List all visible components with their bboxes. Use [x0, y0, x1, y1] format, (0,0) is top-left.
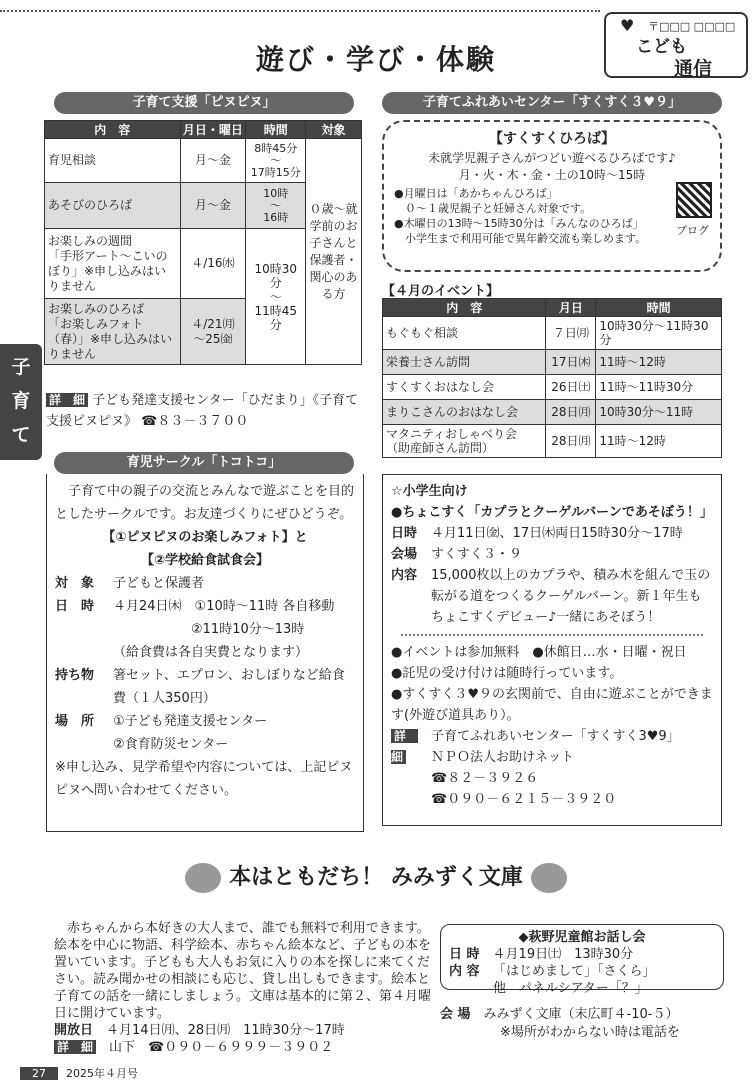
detail-value: 山下 ☎０９０－６９９９－３９０２ — [109, 1040, 334, 1055]
cell-content: マタニティおしゃべり会 （助産師さん訪問） — [383, 425, 546, 458]
cell-content: お楽しみのひろば 「お楽しみフォト（春）」※申し込みはいりません — [45, 299, 181, 365]
pinupinu-heading: 子育て支援「ピヌピヌ」 — [54, 92, 354, 114]
tokotoko-note: ※申し込み、見学希望や内容については、上記ピヌピヌへ問い合わせてください。 — [55, 760, 353, 798]
hiroba-bubble — [382, 120, 722, 272]
hiroba-note: ●月曜日は「あかちゃんひろば」 ０～１歳児親子と妊婦さん対象です。 — [394, 187, 592, 215]
detail-text: 子ども発達支援センター「ひだまり」《子育て支援ピヌピヌ》 — [46, 393, 359, 429]
info-row — [55, 595, 355, 664]
info-key: 日 時 — [449, 947, 480, 962]
blog-label: ブログ — [676, 224, 709, 237]
info-key: 場 所 — [55, 714, 95, 729]
hagi-title: ◆萩野児童館お話し会 — [518, 930, 646, 945]
info-key: 持ち物 — [55, 668, 95, 683]
info-key: 内 容 — [449, 964, 480, 979]
col-header: 対象 — [306, 121, 362, 139]
note-line: ●すくすく３♥９の玄関前で、自由に遊ぶことができます(外遊び道具あり）。 — [391, 687, 713, 723]
cell-target: ０歳～就学前のお子さんと保護者・関心のある方 — [306, 139, 362, 365]
mimizuku-body — [54, 920, 432, 1056]
table-row — [383, 425, 722, 458]
info-value: すくすく３・９ — [431, 547, 523, 562]
cell-time: 10時30分 〜 11時45分 — [246, 229, 306, 365]
detail-badge: 詳 細 — [54, 1040, 96, 1054]
side-tab-char: 育 — [11, 390, 31, 412]
cell-content: すくすくおはなし会 — [383, 375, 546, 400]
cell-content: お楽しみの週間 「手形アート～こいのぼり」※申し込みはいりません — [45, 229, 181, 299]
side-tab-char: て — [11, 424, 31, 446]
detail-line: ☎０９０－６２１５－３９２０ — [431, 792, 617, 807]
detail-phone: ☎８３－３７００ — [141, 414, 249, 429]
info-value: 15,000枚以上のカプラや、積み木を組んで玉の転がる道をつくるクーゲルバーン。新１年生もちょこすくデビュー♪一緒にあそぼう！ — [431, 568, 711, 625]
info-row — [391, 565, 713, 628]
table-row — [383, 400, 722, 425]
event-line: 【②学校給食試食会】 — [140, 553, 269, 568]
col-header: 時間 — [246, 121, 306, 139]
cell-day: 月～金 — [180, 139, 246, 183]
cell-time: 10時 〜 16時 — [246, 183, 306, 229]
sukusuku-heading: 子育てふれあいセンター「すくすく３♥９」 — [382, 92, 722, 114]
cell-content: 育児相談 — [45, 139, 181, 183]
col-header: 月日・曜日 — [180, 121, 246, 139]
issue-label: 2025年４月号 — [66, 1067, 138, 1080]
info-key: 日 時 — [55, 599, 95, 614]
info-row — [55, 572, 355, 595]
events-table — [382, 298, 722, 458]
col-header: 内 容 — [45, 121, 181, 139]
flower-icon — [531, 863, 567, 893]
info-key: 日時 — [391, 526, 418, 541]
tokotoko-heading: 育児サークル「トコトコ」 — [54, 452, 354, 474]
cell-date: 28日㈪ — [546, 425, 596, 458]
qr-code-icon[interactable] — [676, 182, 712, 218]
info-value: ４月24日㈭ ①10時～11時 各自移動 ②11時10分～13時 （給食費は各自実費となります） — [113, 599, 335, 660]
logo-line2: 通信 — [674, 58, 713, 80]
elem-title: ☆小学生向け — [391, 484, 468, 499]
cell-day: ４/16㈬ — [180, 229, 246, 299]
note-line: ●イベントは参加無料 ●休館日…水・日曜・祝日 — [391, 645, 687, 660]
detail-line: ＮＰＯ法人お助けネット — [431, 750, 575, 765]
cell-time: 10時30分～11時30分 — [596, 317, 722, 350]
info-value: ４月11日㈮、17日㈭両日15時30分～17時 — [431, 526, 683, 541]
hiroba-desc: 未就学児親子さんがつどい遊べるひろばです♪ 月・火・木・金・土の10時～15時 — [428, 151, 676, 182]
col-header: 時間 — [596, 299, 722, 317]
detail-badge: 詳 細 — [46, 393, 88, 407]
table-row — [383, 350, 722, 375]
elementary-box — [382, 474, 722, 826]
info-value: 子どもと保護者 — [113, 576, 205, 591]
detail-row — [391, 726, 713, 810]
cell-date: ７日㈪ — [546, 317, 596, 350]
events-title: 【４月のイベント】 — [382, 284, 500, 299]
cell-time: 11時～12時 — [596, 350, 722, 375]
mimizuku-text: 赤ちゃんから本好きの大人まで、誰でも無料で利用できます。絵本を中心に物語、科学絵本、赤ちゃん絵本など、子どもの本を置いています。子どもも大人もお気に入りの本を探しに来てください。読み聞かせの相談にも応じ、貸し出しもできます。絵本と子育ての話を一緒にしましょう。文庫は基本的に第２、第４月曜日に開けています。 — [54, 921, 432, 1021]
tokotoko-intro: 子育て中の親子の交流とみんなで遊ぶことを目的としたサークルです。お友達づくりにぜひどうぞ。 — [55, 484, 355, 522]
event-line: 【①ピヌピヌのお楽しみフォト】と — [102, 530, 308, 545]
pinupinu-table — [44, 120, 362, 365]
cell-content: もぐもぐ相談 — [383, 317, 546, 350]
info-key: 対 象 — [55, 576, 95, 591]
info-row — [55, 664, 355, 710]
flower-icon — [185, 863, 221, 893]
hiroba-title: 【すくすくひろば】 — [489, 131, 615, 147]
info-key: 会 場 — [440, 1007, 471, 1022]
table-row — [383, 375, 722, 400]
cell-content: 栄養士さん訪問 — [383, 350, 546, 375]
info-value: 箸セット、エプロン、おしぼりなど給食費（１人350円） — [113, 668, 345, 706]
cell-date: 28日㈪ — [546, 400, 596, 425]
cell-content: まりこさんのおはなし会 — [383, 400, 546, 425]
cell-content: あそびのひろば — [45, 183, 181, 229]
table-row — [45, 139, 362, 183]
detail-badge: 詳 細 — [391, 729, 419, 764]
cell-time: 11時～11時30分 — [596, 375, 722, 400]
info-key: 会場 — [391, 547, 418, 562]
info-value: ①子ども発達支援センター ②食育防災センター — [113, 714, 268, 752]
note-line: ●託児の受け付けは随時行っています。 — [391, 666, 623, 681]
detail-line: 子育てふれあいセンター「すくすく3♥9」 — [431, 729, 680, 744]
logo-line1: こども — [636, 37, 687, 57]
info-row — [55, 710, 355, 756]
newsletter-logo — [604, 12, 748, 78]
section-side-tab — [0, 344, 42, 460]
elem-event: ●ちょこすく「カプラとクーゲルバーンであそぼう！」 — [391, 505, 713, 520]
open-label: 開放日 — [54, 1023, 94, 1038]
detail-line: ☎８２－３９２６ — [431, 771, 539, 786]
side-tab-char: 子 — [11, 356, 31, 378]
cell-day: ４/21㈪ ～25㈮ — [180, 299, 246, 365]
venue-note: ※場所がわからない時は電話を — [500, 1025, 680, 1040]
info-key: 内容 — [391, 568, 418, 583]
info-value: ４月19日㈯ 13時30分 — [492, 947, 634, 962]
info-row — [391, 523, 713, 544]
pinupinu-detail — [46, 390, 364, 432]
cell-day: 月～金 — [180, 183, 246, 229]
open-value: ４月14日㈪、28日㈪ 11時30分～17時 — [106, 1023, 345, 1038]
table-row — [383, 317, 722, 350]
mimizuku-heading: 本はともだち！ みみずく文庫 — [229, 865, 523, 890]
dotted-divider — [401, 634, 703, 636]
mimizuku-heading-row — [0, 860, 752, 893]
page-number: 27 — [20, 1067, 58, 1080]
cell-time: 10時30分～11時 — [596, 400, 722, 425]
col-header: 月日 — [546, 299, 596, 317]
page-footer — [20, 1065, 138, 1081]
cell-time: 8時45分 〜 17時15分 — [246, 139, 306, 183]
hagi-box — [440, 924, 724, 996]
heart-icon: ♥ — [620, 16, 635, 35]
postal-code: 〒□□□ □□□□ — [648, 20, 736, 33]
top-divider — [0, 10, 600, 12]
cell-time: 11時～12時 — [596, 425, 722, 458]
tokotoko-box — [46, 474, 364, 832]
venue-block — [440, 1006, 730, 1042]
col-header: 内 容 — [383, 299, 546, 317]
info-value: 「はじめまして」「さくら」 他 パネルシアター「？」 — [493, 964, 656, 996]
cell-date: 26日㈯ — [546, 375, 596, 400]
hiroba-note: ●木曜日の13時～15時30分は「みんなのひろば」 小学生まで利用可能で異年齢交流も楽しめます。 — [394, 217, 647, 245]
info-value: みみずく文庫（末広町４-10-５） — [483, 1007, 679, 1022]
info-row — [391, 544, 713, 565]
page-title: 遊び・学び・体験 — [255, 43, 496, 76]
cell-date: 17日㈭ — [546, 350, 596, 375]
